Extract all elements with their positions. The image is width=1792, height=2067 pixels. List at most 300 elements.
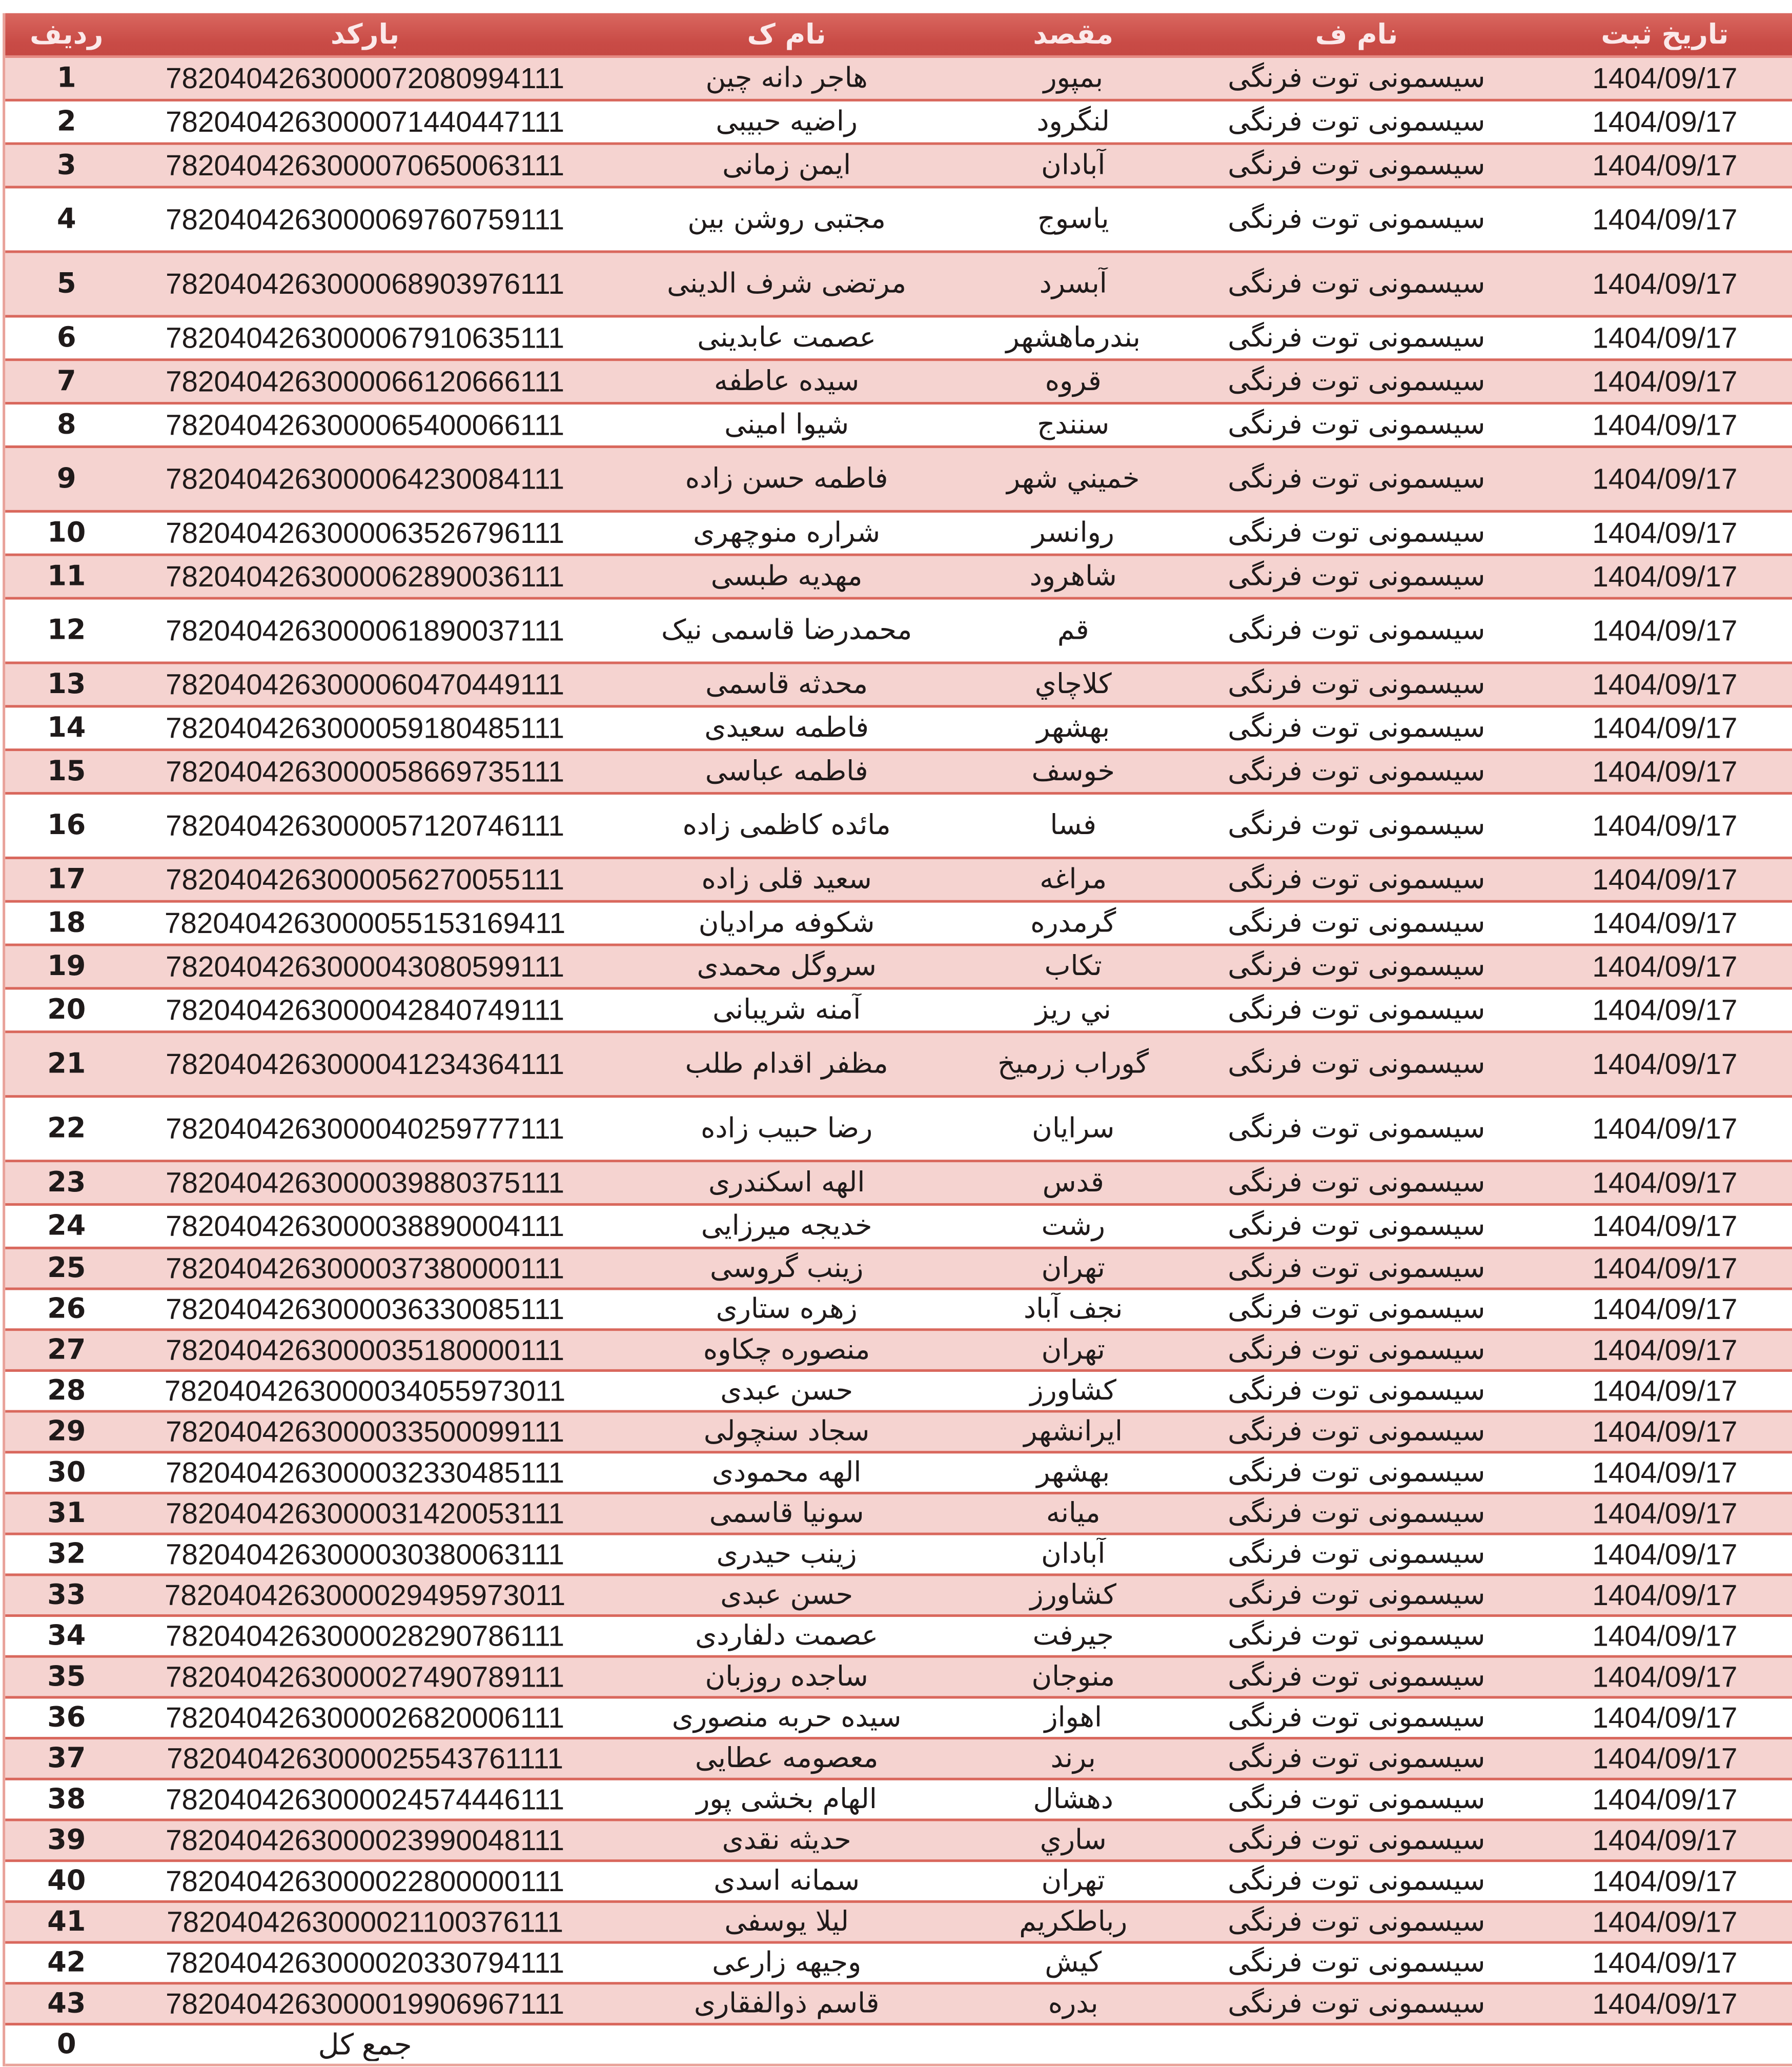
date-cell[interactable]: 1404/09/17 [1592, 667, 1738, 701]
sender-name-cell[interactable]: سیسمونی توت فرنگی [1228, 1947, 1485, 1979]
recipient-name-cell[interactable]: مجتبی روشن بین [687, 203, 886, 235]
table-row[interactable] [5, 556, 1792, 600]
destination-cell[interactable]: بمپور [1043, 62, 1103, 94]
table-row[interactable] [5, 1984, 1792, 2025]
destination-cell[interactable]: رباطکریم [1019, 1906, 1128, 1938]
row-number-cell[interactable]: 25 [47, 1252, 86, 1284]
recipient-name-cell[interactable]: مرتضی شرف الدینی [667, 268, 907, 300]
sender-name-cell[interactable]: سیسمونی توت فرنگی [1228, 1784, 1485, 1815]
barcode-cell[interactable]: 7820404263000057120746111 [166, 808, 565, 842]
barcode-cell[interactable]: 7820404263000070650063111 [166, 149, 565, 182]
sender-name-cell[interactable]: سیسمونی توت فرنگی [1228, 463, 1485, 495]
recipient-name-cell[interactable]: سونیا قاسمی [709, 1497, 864, 1529]
table-row[interactable] [5, 751, 1792, 795]
recipient-name-cell[interactable]: رضا حبیب زاده [701, 1112, 873, 1145]
date-cell[interactable]: 1404/09/17 [1592, 1782, 1738, 1816]
barcode-cell[interactable]: 7820404263000028290786111 [166, 1619, 565, 1653]
row-number-cell[interactable]: 6 [57, 322, 76, 354]
barcode-cell[interactable]: 7820404263000033500099111 [166, 1415, 565, 1448]
recipient-name-cell[interactable]: مظفر اقدام طلب [685, 1048, 888, 1080]
barcode-cell[interactable]: 7820404263000067910635111 [166, 321, 565, 355]
sender-name-cell[interactable]: سیسمونی توت فرنگی [1228, 106, 1485, 138]
date-cell[interactable]: 1404/09/17 [1592, 1166, 1738, 1199]
table-row[interactable] [5, 1617, 1792, 1658]
barcode-cell[interactable]: 7820404263000055153169411 [164, 906, 566, 940]
row-number-cell[interactable]: 2 [57, 106, 76, 138]
destination-cell[interactable]: سنندج [1037, 409, 1110, 441]
destination-cell[interactable]: آبادان [1041, 1538, 1106, 1570]
table-row[interactable] [5, 1290, 1792, 1331]
date-cell[interactable]: 1404/09/17 [1592, 149, 1738, 182]
destination-cell[interactable]: قدس [1042, 1167, 1104, 1199]
recipient-name-cell[interactable]: عصمت عابدینی [697, 322, 877, 354]
row-number-cell[interactable]: 27 [47, 1334, 86, 1366]
row-number-cell[interactable]: 16 [47, 809, 86, 842]
recipient-name-cell[interactable]: مهدیه طبسی [710, 560, 863, 593]
destination-cell[interactable]: گوراب زرمیخ [997, 1048, 1149, 1080]
destination-cell[interactable]: مراغه [1040, 863, 1107, 896]
table-row[interactable] [5, 1739, 1792, 1780]
recipient-name-cell[interactable]: لیلا یوسفی [724, 1906, 849, 1938]
row-number-cell[interactable]: 39 [47, 1824, 86, 1856]
barcode-cell[interactable]: 7820404263000071440447111 [166, 105, 565, 138]
header-date[interactable]: تاریخ ثبت [1601, 18, 1729, 50]
table-row[interactable] [5, 664, 1792, 708]
recipient-name-cell[interactable]: سیده حربه منصوری [671, 1701, 902, 1734]
table-row[interactable] [5, 1033, 1792, 1098]
row-number-cell[interactable]: 21 [47, 1048, 86, 1080]
destination-cell[interactable]: جیرفت [1032, 1620, 1114, 1652]
sender-name-cell[interactable]: سیسمونی توت فرنگی [1228, 1538, 1485, 1570]
row-number-cell[interactable]: 11 [47, 560, 86, 593]
row-number-cell[interactable]: 41 [47, 1906, 86, 1938]
barcode-cell[interactable]: 7820404263000069760759111 [166, 202, 565, 236]
recipient-name-cell[interactable]: زینب حیدری [716, 1538, 857, 1570]
row-number-cell[interactable]: 36 [47, 1701, 86, 1734]
destination-cell[interactable]: بهشهر [1036, 1456, 1110, 1489]
destination-cell[interactable]: کیش [1045, 1947, 1102, 1979]
table-row[interactable] [5, 1535, 1792, 1576]
sender-name-cell[interactable]: سیسمونی توت فرنگی [1228, 950, 1485, 983]
row-number-cell[interactable]: 15 [47, 756, 86, 787]
barcode-cell[interactable]: 7820404263000041234364111 [166, 1047, 565, 1081]
barcode-cell[interactable]: 7820404263000023990048111 [166, 1823, 565, 1857]
destination-cell[interactable]: روانسر [1032, 517, 1114, 549]
date-cell[interactable]: 1404/09/17 [1592, 1333, 1738, 1367]
recipient-name-cell[interactable]: الهه محمودی [711, 1456, 862, 1489]
date-cell[interactable]: 1404/09/17 [1592, 1987, 1738, 2020]
barcode-cell[interactable]: 7820404263000068903976111 [166, 267, 565, 300]
destination-cell[interactable]: تهران [1041, 1865, 1105, 1897]
row-number-cell[interactable]: 22 [47, 1112, 86, 1145]
destination-cell[interactable]: شاهرود [1029, 560, 1117, 593]
row-number-cell[interactable]: 12 [47, 614, 86, 646]
sender-name-cell[interactable]: سیسمونی توت فرنگی [1228, 712, 1485, 744]
recipient-name-cell[interactable]: سمانه اسدی [714, 1865, 860, 1897]
barcode-cell[interactable]: 7820404263000062890036111 [166, 560, 565, 593]
sender-name-cell[interactable]: سیسمونی توت فرنگی [1228, 322, 1485, 354]
sender-name-cell[interactable]: سیسمونی توت فرنگی [1228, 1415, 1485, 1448]
row-number-cell[interactable]: 20 [47, 994, 86, 1026]
recipient-name-cell[interactable]: قاسم ذوالفقاری [694, 1988, 880, 2020]
recipient-name-cell[interactable]: هاجر دانه چین [705, 62, 868, 94]
row-number-cell[interactable]: 32 [47, 1538, 86, 1570]
table-row[interactable] [5, 1331, 1792, 1372]
destination-cell[interactable]: منوجان [1031, 1661, 1115, 1693]
row-number-cell[interactable]: 37 [47, 1742, 86, 1775]
recipient-name-cell[interactable]: حسن عبدی [720, 1579, 853, 1611]
row-number-cell[interactable]: 43 [47, 1988, 86, 2020]
sender-name-cell[interactable]: سیسمونی توت فرنگی [1228, 809, 1485, 842]
destination-cell[interactable]: ني ريز [1035, 994, 1111, 1026]
table-row[interactable] [5, 795, 1792, 859]
row-number-cell[interactable]: 29 [47, 1415, 86, 1448]
barcode-cell[interactable]: 7820404263000031420053111 [166, 1496, 565, 1530]
table-row[interactable] [5, 253, 1792, 318]
row-number-cell[interactable]: 13 [47, 668, 86, 701]
row-number-cell[interactable]: 34 [47, 1620, 86, 1652]
date-cell[interactable]: 1404/09/17 [1592, 1905, 1738, 1938]
barcode-cell[interactable]: 7820404263000061890037111 [166, 614, 565, 647]
table-row[interactable] [5, 102, 1792, 145]
table-row[interactable] [5, 318, 1792, 361]
table-row[interactable] [5, 1098, 1792, 1162]
recipient-name-cell[interactable]: حدیثه نقدی [722, 1824, 851, 1856]
date-cell[interactable]: 1404/09/17 [1592, 1864, 1738, 1898]
destination-cell[interactable]: بندرماهشهر [1006, 322, 1141, 354]
recipient-name-cell[interactable]: فاطمه عباسی [705, 756, 868, 787]
destination-cell[interactable]: رشت [1041, 1210, 1105, 1242]
date-cell[interactable]: 1404/09/17 [1592, 321, 1738, 355]
destination-cell[interactable]: سرایان [1032, 1112, 1115, 1145]
recipient-name-cell[interactable]: منصوره چکاوه [703, 1334, 870, 1366]
table-row[interactable] [5, 946, 1792, 990]
sender-name-cell[interactable]: سیسمونی توت فرنگی [1228, 1701, 1485, 1734]
destination-cell[interactable]: برند [1050, 1742, 1096, 1775]
destination-cell[interactable]: تهران [1041, 1252, 1105, 1284]
row-number-cell[interactable]: 17 [47, 863, 86, 896]
destination-cell[interactable]: فسا [1050, 809, 1096, 842]
row-number-cell[interactable]: 40 [47, 1865, 86, 1897]
sender-name-cell[interactable]: سیسمونی توت فرنگی [1228, 1742, 1485, 1775]
barcode-cell[interactable]: 7820404263000034055973011 [164, 1374, 566, 1407]
sender-name-cell[interactable]: سیسمونی توت فرنگی [1228, 1906, 1485, 1938]
destination-cell[interactable]: خوسف [1031, 756, 1115, 787]
recipient-name-cell[interactable]: فاطمه سعیدی [704, 712, 869, 744]
barcode-cell[interactable]: 7820404263000035180000111 [166, 1333, 565, 1367]
header-recipient-name[interactable]: نام ک [747, 18, 826, 50]
date-cell[interactable]: 1404/09/17 [1592, 516, 1738, 550]
table-row[interactable] [5, 1162, 1792, 1206]
recipient-name-cell[interactable]: زینب گروسی [709, 1252, 864, 1284]
row-number-cell[interactable]: 9 [57, 463, 76, 495]
table-row[interactable] [5, 361, 1792, 404]
table-row[interactable] [5, 1821, 1792, 1862]
date-cell[interactable]: 1404/09/17 [1592, 1456, 1738, 1489]
barcode-cell[interactable]: 7820404263000064230084111 [166, 462, 565, 496]
date-cell[interactable]: 1404/09/17 [1592, 1946, 1738, 1979]
date-cell[interactable]: 1404/09/17 [1592, 408, 1738, 441]
barcode-cell[interactable]: 7820404263000063526796111 [166, 516, 565, 550]
row-number-cell[interactable]: 38 [47, 1784, 86, 1815]
sender-name-cell[interactable]: سیسمونی توت فرنگی [1228, 756, 1485, 787]
recipient-name-cell[interactable]: شکوفه مرادیان [698, 907, 875, 939]
table-row[interactable] [5, 1576, 1792, 1617]
row-number-cell[interactable]: 33 [47, 1579, 86, 1611]
destination-cell[interactable]: بدره [1048, 1988, 1098, 2020]
sender-name-cell[interactable]: سیسمونی توت فرنگی [1228, 1375, 1485, 1407]
table-row[interactable] [5, 1453, 1792, 1494]
sender-name-cell[interactable]: سیسمونی توت فرنگی [1228, 268, 1485, 300]
date-cell[interactable]: 1404/09/17 [1592, 560, 1738, 593]
recipient-name-cell[interactable]: زهره ستاری [716, 1293, 858, 1325]
destination-cell[interactable]: آبادان [1041, 149, 1106, 181]
sender-name-cell[interactable]: سیسمونی توت فرنگی [1228, 614, 1485, 646]
row-number-cell[interactable]: 28 [47, 1375, 86, 1407]
sender-name-cell[interactable]: سیسمونی توت فرنگی [1228, 149, 1485, 181]
barcode-cell[interactable]: 7820404263000039880375111 [166, 1166, 565, 1199]
date-cell[interactable]: 1404/09/17 [1592, 808, 1738, 842]
barcode-cell[interactable]: 7820404263000065400066111 [166, 408, 565, 441]
recipient-name-cell[interactable]: آمنه شریبانی [712, 994, 861, 1026]
table-row[interactable] [5, 1862, 1792, 1903]
date-cell[interactable]: 1404/09/17 [1592, 1374, 1738, 1407]
table-row[interactable] [5, 1249, 1792, 1290]
date-cell[interactable]: 1404/09/17 [1592, 1619, 1738, 1653]
sender-name-cell[interactable]: سیسمونی توت فرنگی [1228, 1620, 1485, 1652]
recipient-name-cell[interactable]: راضیه حبیبی [716, 106, 858, 138]
sender-name-cell[interactable]: سیسمونی توت فرنگی [1228, 1252, 1485, 1284]
sender-name-cell[interactable]: سیسمونی توت فرنگی [1228, 1210, 1485, 1242]
barcode-cell[interactable]: 7820404263000042840749111 [166, 993, 565, 1027]
date-cell[interactable]: 1404/09/17 [1592, 1415, 1738, 1448]
sender-name-cell[interactable]: سیسمونی توت فرنگی [1228, 1865, 1485, 1897]
table-row[interactable] [5, 404, 1792, 448]
recipient-name-cell[interactable]: فاطمه حسن زاده [685, 463, 888, 495]
date-cell[interactable]: 1404/09/17 [1592, 1209, 1738, 1243]
sender-name-cell[interactable]: سیسمونی توت فرنگی [1228, 409, 1485, 441]
barcode-cell[interactable]: 7820404263000059180485111 [166, 711, 565, 744]
table-row[interactable] [5, 1780, 1792, 1821]
barcode-cell[interactable]: 7820404263000056270055111 [166, 863, 565, 896]
recipient-name-cell[interactable]: مائده کاظمی زاده [682, 809, 891, 842]
destination-cell[interactable]: ایرانشهر [1024, 1415, 1123, 1448]
row-number-cell[interactable]: 23 [47, 1167, 86, 1199]
barcode-cell[interactable]: 7820404263000060470449111 [166, 667, 565, 701]
date-cell[interactable]: 1404/09/17 [1592, 711, 1738, 744]
sender-name-cell[interactable]: سیسمونی توت فرنگی [1228, 517, 1485, 549]
header-barcode[interactable]: بارکد [330, 18, 400, 50]
barcode-cell[interactable]: 7820404263000027490789111 [166, 1660, 565, 1693]
barcode-cell[interactable]: 7820404263000040259777111 [166, 1112, 565, 1145]
sender-name-cell[interactable]: سیسمونی توت فرنگی [1228, 1334, 1485, 1366]
destination-cell[interactable]: لنگرود [1036, 106, 1110, 138]
barcode-cell[interactable]: 7820404263000021100376111 [167, 1905, 563, 1938]
sender-name-cell[interactable]: سیسمونی توت فرنگی [1228, 1293, 1485, 1325]
recipient-name-cell[interactable]: الهه اسکندری [708, 1167, 865, 1199]
row-number-cell[interactable]: 42 [47, 1947, 86, 1979]
row-number-cell[interactable]: 7 [57, 366, 76, 397]
sender-name-cell[interactable]: سیسمونی توت فرنگی [1228, 1456, 1485, 1489]
row-number-cell[interactable]: 26 [47, 1293, 86, 1325]
header-row-number[interactable]: ردیف [30, 18, 104, 50]
destination-cell[interactable]: بهشهر [1036, 712, 1110, 744]
table-row[interactable] [5, 1699, 1792, 1740]
table-row[interactable] [5, 1658, 1792, 1699]
recipient-name-cell[interactable]: الهام بخشی پور [696, 1784, 877, 1815]
sender-name-cell[interactable]: سیسمونی توت فرنگی [1228, 994, 1485, 1026]
destination-cell[interactable]: میانه [1046, 1497, 1101, 1529]
barcode-cell[interactable]: 7820404263000029495973011 [164, 1578, 566, 1612]
table-row[interactable] [5, 448, 1792, 513]
recipient-name-cell[interactable]: محمدرضا قاسمی نیک [661, 614, 912, 646]
barcode-cell[interactable]: 7820404263000024574446111 [166, 1782, 565, 1816]
barcode-cell[interactable]: 7820404263000026820006111 [166, 1701, 565, 1734]
barcode-cell[interactable]: 7820404263000019906967111 [166, 1987, 565, 2020]
row-number-cell[interactable]: 18 [47, 907, 86, 939]
destination-cell[interactable]: آبسرد [1039, 268, 1107, 300]
row-number-cell[interactable]: 30 [47, 1456, 86, 1489]
destination-cell[interactable]: تهران [1041, 1334, 1105, 1366]
date-cell[interactable]: 1404/09/17 [1592, 105, 1738, 138]
table-row[interactable] [5, 600, 1792, 664]
destination-cell[interactable]: تکاب [1044, 950, 1102, 983]
table-row[interactable] [5, 189, 1792, 253]
barcode-cell[interactable]: 7820404263000036330085111 [166, 1292, 565, 1326]
destination-cell[interactable]: نجف آباد [1024, 1293, 1123, 1325]
recipient-name-cell[interactable]: ساجده روزبان [705, 1661, 868, 1693]
recipient-name-cell[interactable]: محدثه قاسمی [705, 668, 868, 701]
barcode-cell[interactable]: 7820404263000020330794111 [166, 1946, 565, 1979]
sender-name-cell[interactable]: سیسمونی توت فرنگی [1228, 1824, 1485, 1856]
sender-name-cell[interactable]: سیسمونی توت فرنگی [1228, 863, 1485, 896]
date-cell[interactable]: 1404/09/17 [1592, 1292, 1738, 1326]
sender-name-cell[interactable]: سیسمونی توت فرنگی [1228, 1988, 1485, 2020]
barcode-cell[interactable]: 7820404263000043080599111 [166, 950, 565, 983]
barcode-cell[interactable]: 7820404263000066120666111 [166, 364, 565, 398]
destination-cell[interactable]: یاسوج [1037, 203, 1109, 235]
row-number-cell[interactable]: 10 [47, 517, 86, 549]
table-row[interactable] [5, 1206, 1792, 1249]
date-cell[interactable]: 1404/09/17 [1592, 1741, 1738, 1775]
table-row[interactable] [5, 1903, 1792, 1944]
date-cell[interactable]: 1404/09/17 [1592, 1823, 1738, 1857]
row-number-cell[interactable]: 35 [47, 1661, 86, 1693]
table-row[interactable] [5, 859, 1792, 903]
recipient-name-cell[interactable]: شراره منوچهری [693, 517, 881, 549]
recipient-name-cell[interactable]: سعید قلی زاده [701, 863, 872, 896]
destination-cell[interactable]: قروه [1045, 366, 1102, 397]
recipient-name-cell[interactable]: حسن عبدی [720, 1375, 853, 1407]
barcode-cell[interactable]: 7820404263000058669735111 [166, 755, 565, 788]
date-cell[interactable]: 1404/09/17 [1592, 202, 1738, 236]
row-number-cell[interactable]: 1 [57, 62, 76, 94]
date-cell[interactable]: 1404/09/17 [1592, 462, 1738, 496]
barcode-cell[interactable]: 7820404263000072080994111 [166, 62, 565, 95]
destination-cell[interactable]: كلاچاي [1034, 668, 1112, 701]
row-number-cell[interactable]: 24 [47, 1210, 86, 1242]
barcode-cell[interactable]: 7820404263000030380063111 [166, 1537, 565, 1571]
barcode-cell[interactable]: 7820404263000025543761111 [167, 1741, 563, 1775]
sender-name-cell[interactable]: سیسمونی توت فرنگی [1228, 560, 1485, 593]
table-row[interactable] [5, 1413, 1792, 1454]
recipient-name-cell[interactable]: وجیهه زارعی [712, 1947, 862, 1979]
date-cell[interactable]: 1404/09/17 [1592, 1537, 1738, 1571]
recipient-name-cell[interactable]: سیده عاطفه [714, 366, 860, 397]
row-number-cell[interactable]: 8 [57, 409, 76, 441]
destination-cell[interactable]: کشاورز [1030, 1579, 1117, 1611]
header-sender-name[interactable]: نام ف [1315, 18, 1398, 50]
date-cell[interactable]: 1404/09/17 [1592, 267, 1738, 300]
date-cell[interactable]: 1404/09/17 [1592, 1701, 1738, 1734]
barcode-cell[interactable]: 7820404263000032330485111 [166, 1456, 565, 1489]
sender-name-cell[interactable]: سیسمونی توت فرنگی [1228, 1167, 1485, 1199]
table-row[interactable] [5, 1372, 1792, 1413]
date-cell[interactable]: 1404/09/17 [1592, 1660, 1738, 1693]
recipient-name-cell[interactable]: خدیجه میرزایی [701, 1210, 872, 1242]
recipient-name-cell[interactable]: سروگل محمدی [697, 950, 877, 983]
date-cell[interactable]: 1404/09/17 [1592, 364, 1738, 398]
date-cell[interactable]: 1404/09/17 [1592, 1578, 1738, 1612]
destination-cell[interactable]: دهشال [1033, 1784, 1113, 1815]
recipient-name-cell[interactable]: عصمت دلفاردی [695, 1620, 879, 1652]
recipient-name-cell[interactable]: سجاد سنچولی [703, 1415, 870, 1448]
date-cell[interactable]: 1404/09/17 [1592, 1112, 1738, 1145]
barcode-cell[interactable]: 7820404263000038890004111 [166, 1209, 565, 1243]
recipient-name-cell[interactable]: معصومه عطایی [695, 1742, 879, 1775]
sender-name-cell[interactable]: سیسمونی توت فرنگی [1228, 62, 1485, 94]
table-row[interactable] [5, 707, 1792, 751]
sender-name-cell[interactable]: سیسمونی توت فرنگی [1228, 1112, 1485, 1145]
sender-name-cell[interactable]: سیسمونی توت فرنگی [1228, 1579, 1485, 1611]
row-number-cell[interactable]: 31 [47, 1497, 86, 1529]
destination-cell[interactable]: خميني شهر [1007, 463, 1140, 495]
row-number-cell[interactable]: 4 [57, 203, 76, 235]
destination-cell[interactable]: اهواز [1044, 1701, 1102, 1734]
date-cell[interactable]: 1404/09/17 [1592, 1047, 1738, 1081]
recipient-name-cell[interactable]: شیوا امینی [724, 409, 849, 441]
sender-name-cell[interactable]: سیسمونی توت فرنگی [1228, 1661, 1485, 1693]
sender-name-cell[interactable]: سیسمونی توت فرنگی [1228, 203, 1485, 235]
row-number-cell[interactable]: 14 [47, 712, 86, 744]
barcode-cell[interactable]: 7820404263000022800000111 [166, 1864, 565, 1898]
destination-cell[interactable]: کشاورز [1030, 1375, 1117, 1407]
date-cell[interactable]: 1404/09/17 [1592, 1496, 1738, 1530]
sender-name-cell[interactable]: سیسمونی توت فرنگی [1228, 1048, 1485, 1080]
date-cell[interactable]: 1404/09/17 [1592, 950, 1738, 983]
row-number-cell[interactable]: 19 [47, 950, 86, 983]
table-row[interactable] [5, 990, 1792, 1034]
date-cell[interactable]: 1404/09/17 [1592, 1251, 1738, 1285]
sender-name-cell[interactable]: سیسمونی توت فرنگی [1228, 1497, 1485, 1529]
row-number-cell[interactable]: 5 [57, 268, 76, 300]
date-cell[interactable]: 1404/09/17 [1592, 614, 1738, 647]
row-number-cell[interactable]: 3 [57, 149, 76, 181]
table-row[interactable] [5, 58, 1792, 102]
date-cell[interactable]: 1404/09/17 [1592, 993, 1738, 1027]
destination-cell[interactable]: گرمدره [1030, 907, 1116, 939]
date-cell[interactable]: 1404/09/17 [1592, 906, 1738, 940]
date-cell[interactable]: 1404/09/17 [1592, 863, 1738, 896]
table-row[interactable] [5, 513, 1792, 556]
barcode-cell[interactable]: 7820404263000037380000111 [166, 1251, 565, 1285]
recipient-name-cell[interactable]: ایمن زمانی [722, 149, 851, 181]
sender-name-cell[interactable]: سیسمونی توت فرنگی [1228, 668, 1485, 701]
date-cell[interactable]: 1404/09/17 [1592, 755, 1738, 788]
header-destination[interactable]: مقصد [1033, 18, 1114, 50]
table-row[interactable] [5, 1944, 1792, 1985]
destination-cell[interactable]: ساري [1040, 1824, 1107, 1856]
